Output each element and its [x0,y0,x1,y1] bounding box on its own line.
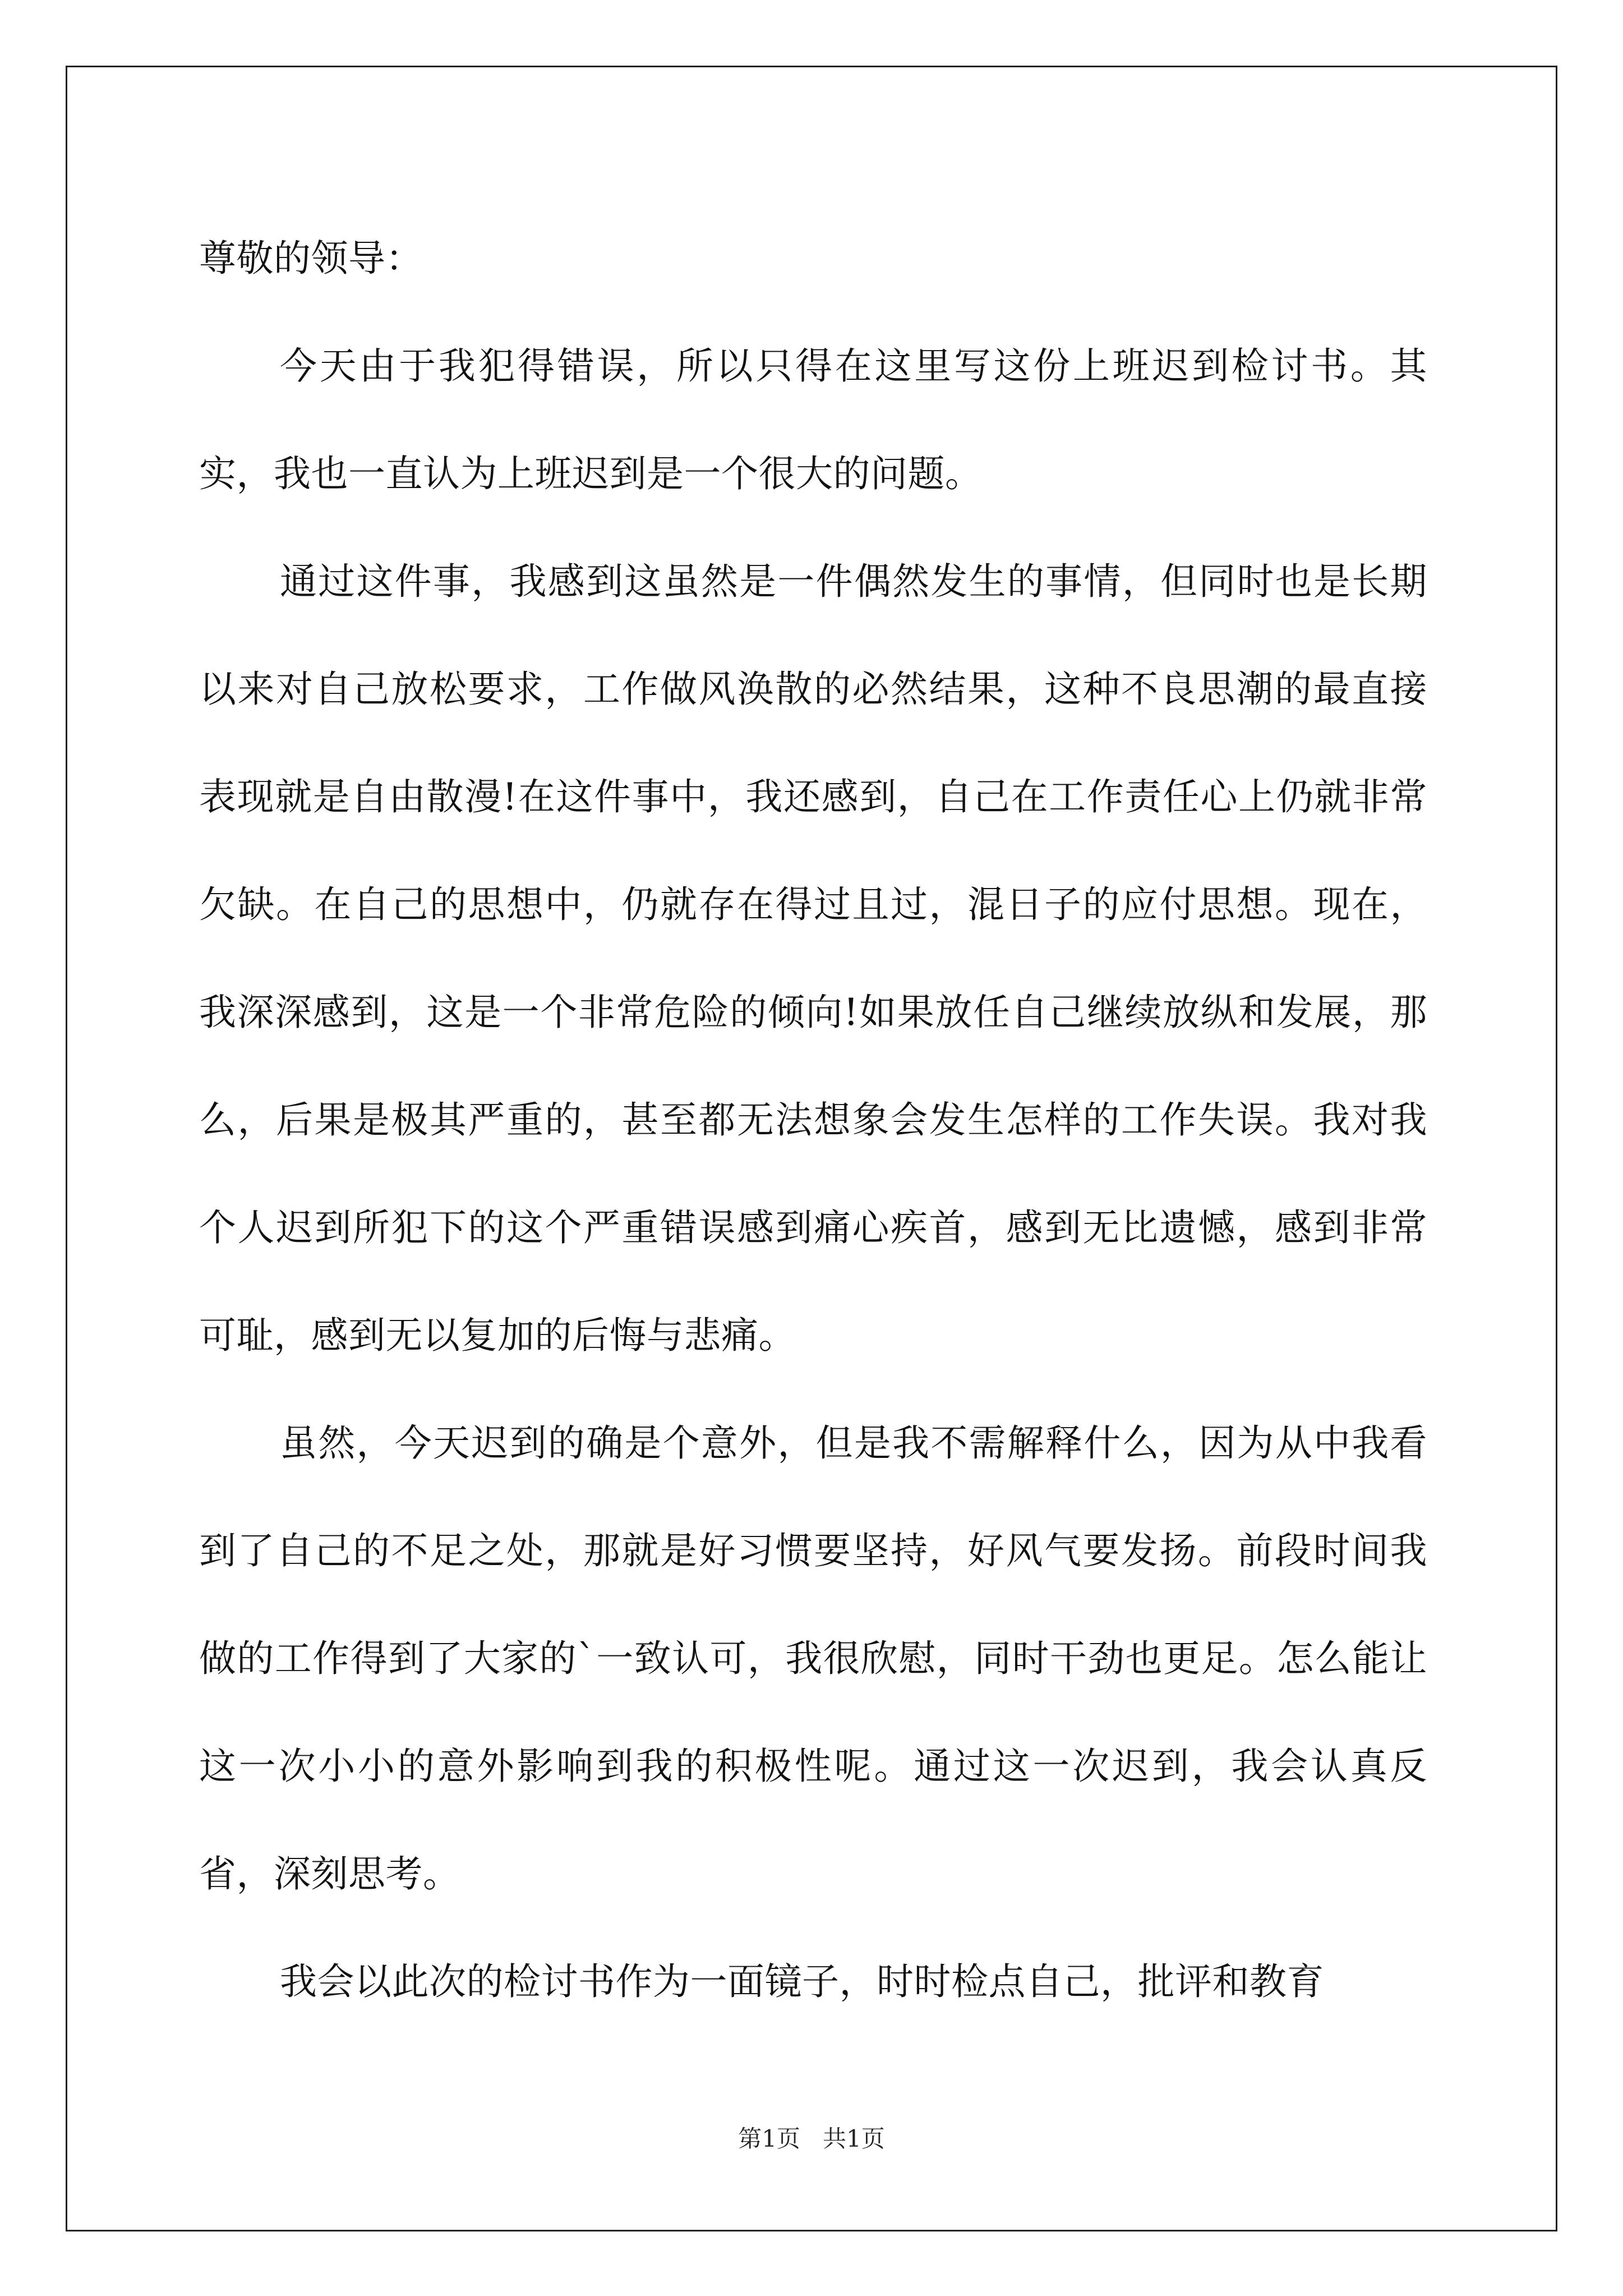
paragraph-4: 我会以此次的检讨书作为一面镜子，时时检点自己，批评和教育 [280,1960,1324,2003]
page-current: 第1页 [738,2125,800,2152]
salutation: 尊敬的领导： [199,237,423,280]
paragraph-2: 通过这件事，我感到这虽然是一件偶然发生的事情，但同时也是长期以来对自己放松要求，工作做风涣散的必然结果，这种不良思潮的最直接表现就是自由散漫!在这件事中，我还感到，自己在工作责任心上仍就非常欠缺。在自己的思想中，仍就存在得过且过，混日子的应付思想。现在，我深深感到，这是一个非常危险的倾向!如果放任自己继续放纵和发展，那么，后果是极其严重的，甚至都无法想象会发生怎样的工作失误。我对我个人迟到所犯下的这个严重错误感到痛心疾首，感到无比遗憾，感到非常可耻，感到无以复加的后悔与悲痛。 [199,560,1427,1357]
paragraph-3: 虽然，今天迟到的确是个意外，但是我不需解释什么，因为从中我看到了自己的不足之处，那就是好习惯要坚持，好风气要发扬。前段时间我做的工作得到了大家的`一致认可，我很欣慰，同时干劲也更足。怎么能让这一次小小的意外影响到我的积极性呢。通过这一次迟到，我会认真反省，深刻思考。 [199,1421,1427,1895]
paragraph-1: 今天由于我犯得错误，所以只得在这里写这份上班迟到检讨书。其实，我也一直认为上班迟到是一个很大的问题。 [199,344,1427,495]
page-footer [0,2122,1623,2156]
letter-body [199,205,1427,2036]
page-total: 共1页 [823,2125,885,2152]
